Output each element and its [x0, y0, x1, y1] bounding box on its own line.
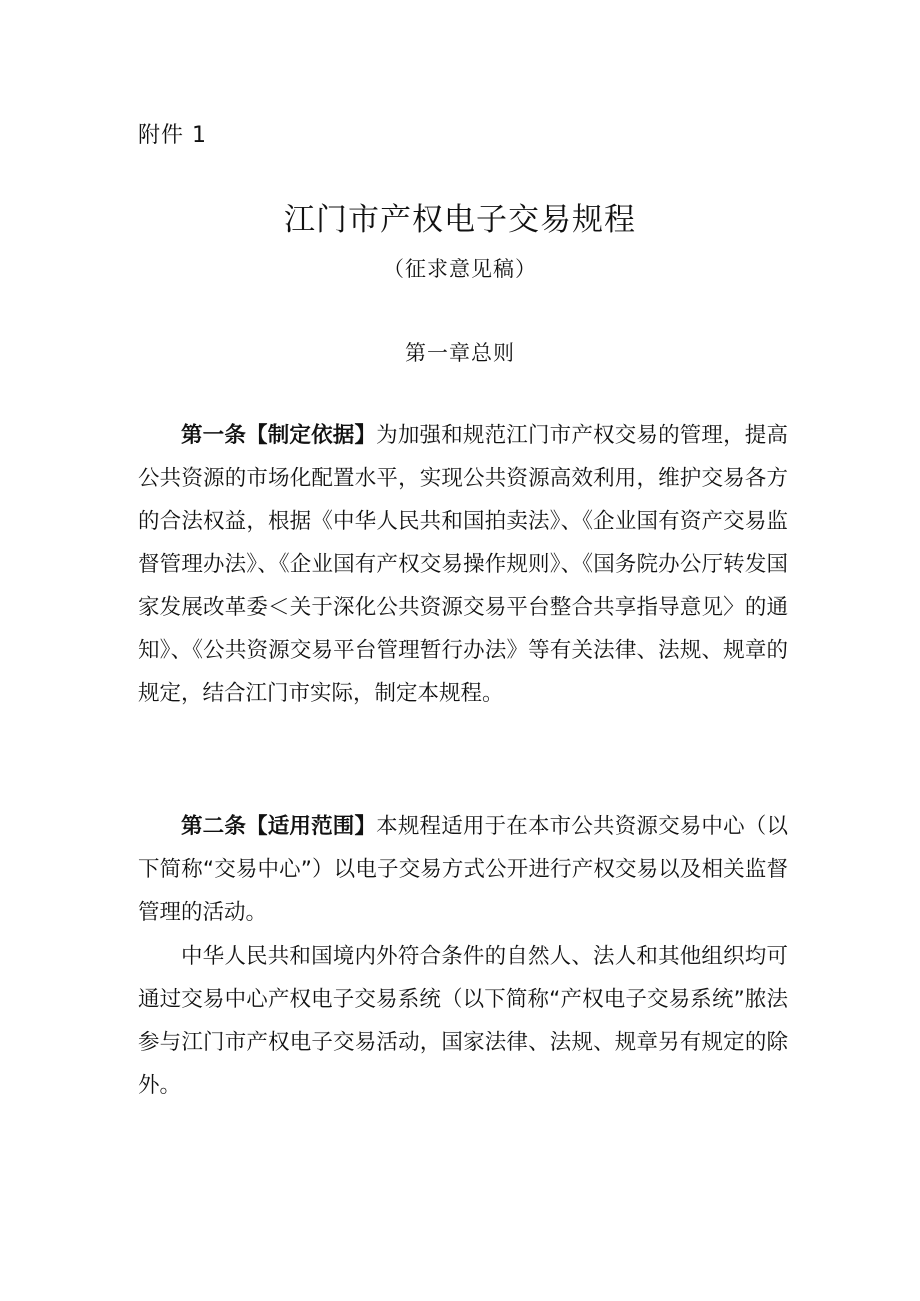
article-1 [138, 414, 788, 715]
document-subtitle: （征求意见稿） [383, 257, 537, 281]
article-2-heading: 第二条【适用范围】 [181, 814, 377, 839]
article-2-paragraph-2: 中华人民共和国境内外符合条件的自然人、法人和其他组织均可通过交易中心产权电子交易系统（以下简称“产权电子交易系统”脓法参与江门市产权电子交易活动，国家法律、法规、规章另有规定的除外。 [138, 944, 788, 1098]
attachment-label: 附件 1 [138, 123, 207, 148]
chapter-heading: 第一章总则 [405, 341, 515, 365]
document-title: 江门市产权电子交易规程 [284, 202, 636, 238]
article-1-text: 为加强和规范江门市产权交易的管理，提高公共资源的市场化配置水平，实现公共资源高效利用，维护交易各方的合法权益，根据《中华人民共和国拍卖法》、《企业国有资产交易监督管理办法》、《企业国有产权交易操作规则》、《国务院办公厅转发国家发展改革委＜关于深化公共资源交易平台整合共享指导意见〉的通知》、《公共资源交易平台管理暂行办法》等有关法律、法规、规章的规定，结合江门市实际，制定本规程。 [138, 423, 788, 706]
article-1-heading: 第一条【制定依据】 [181, 423, 377, 448]
article-2 [138, 805, 788, 934]
article-2-text: 本规程适用于在本市公共资源交易中心（以下简称“交易中心”）以电子交易方式公开进行产权交易以及相关监督管理的活动。 [138, 814, 788, 925]
